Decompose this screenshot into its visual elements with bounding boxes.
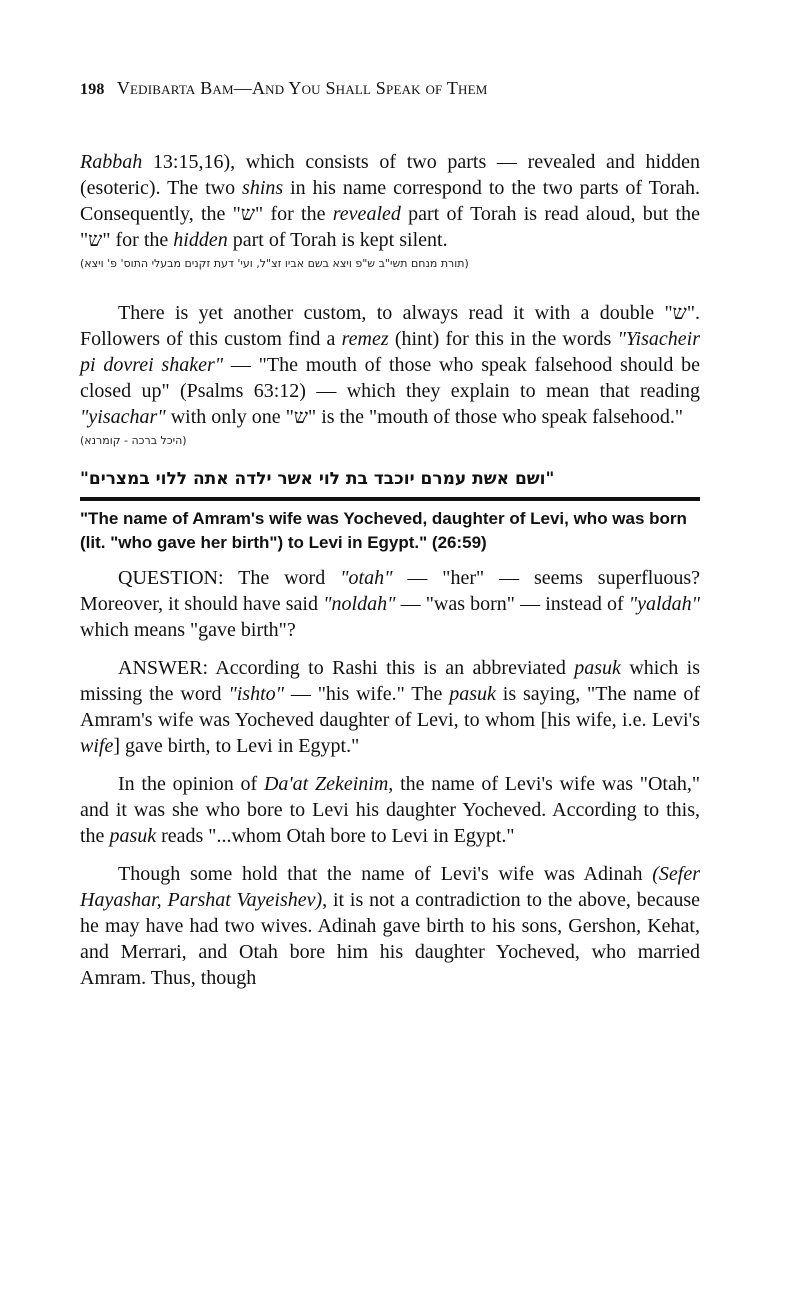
answer-paragraph: ANSWER: According to Rashi this is an abbreviated pasuk which is missing the word "ishto" — "his wife." The pasuk is saying, "The name of Amram's wife was Yocheved daughter of Levi, to whom [his wife, i.e. Levi's wife] gave birth, to Levi in Egypt." — [80, 657, 700, 757]
paragraph-rabbah: Rabbah 13:15,16), which consists of two parts — revealed and hidden (esoteric). The two shins in his name correspond to the two parts of Torah. Consequently, the "ש" for the revealed part of Torah is read aloud, but the "ש" for the hidden part of Torah is kept silent. — [80, 151, 700, 251]
running-header — [80, 78, 700, 99]
final-paragraph: Though some hold that the name of Levi's wife was Adinah (Sefer Hayashar, Parshat Vayeishev), it is not a contradiction to the above, because he may have had two wives. Adinah gave birth to his sons, Gershon, Kehat, and Merrari, and Otah bore him his daughter Yocheved, who married Amram. Thus, though — [80, 863, 700, 989]
page-number: 198 — [80, 81, 105, 98]
verse-hebrew: "ושם אשת עמרם יוכבד בת לוי אשר ילדה אתה ללוי במצרים" — [80, 469, 700, 501]
running-title: Vedibarta Bam—And You Shall Speak of Them — [116, 78, 488, 98]
source-citation: (תורת מנחם תשי"ב ש"פ ויצא בשם אביו זצ"ל, ועי' דעת זקנים מבעלי התוס' פ' ויצא) — [80, 257, 469, 270]
verse-english: "The name of Amram's wife was Yocheved, daughter of Levi, who was born (lit. "who gave her birth") to Levi in Egypt." (26:59) — [80, 509, 687, 552]
opinion-paragraph: In the opinion of Da'at Zekeinim, the name of Levi's wife was "Otah," and it was she who bore to Levi his daughter Yocheved. According to this, the pasuk reads "...whom Otah bore to Levi in Egypt." — [80, 773, 700, 847]
source-citation: (היכל ברכה - קומרנא) — [80, 434, 187, 447]
question-paragraph: QUESTION: The word "otah" — "her" — seems superfluous? Moreover, it should have said "noldah" — "was born" — instead of "yaldah" which means "gave birth"? — [80, 567, 701, 641]
book-page — [80, 78, 700, 991]
paragraph-double-shin: There is yet another custom, to always read it with a double "ש". Followers of this custom find a remez (hint) for this in the words "Yisacheir pi dovrei shaker" — "The mouth of those who speak falsehood should be closed up" (Psalms 63:12) — which they explain to mean that reading "yisachar" with only one "ש" is the "mouth of those who speak falsehood." — [80, 302, 700, 428]
